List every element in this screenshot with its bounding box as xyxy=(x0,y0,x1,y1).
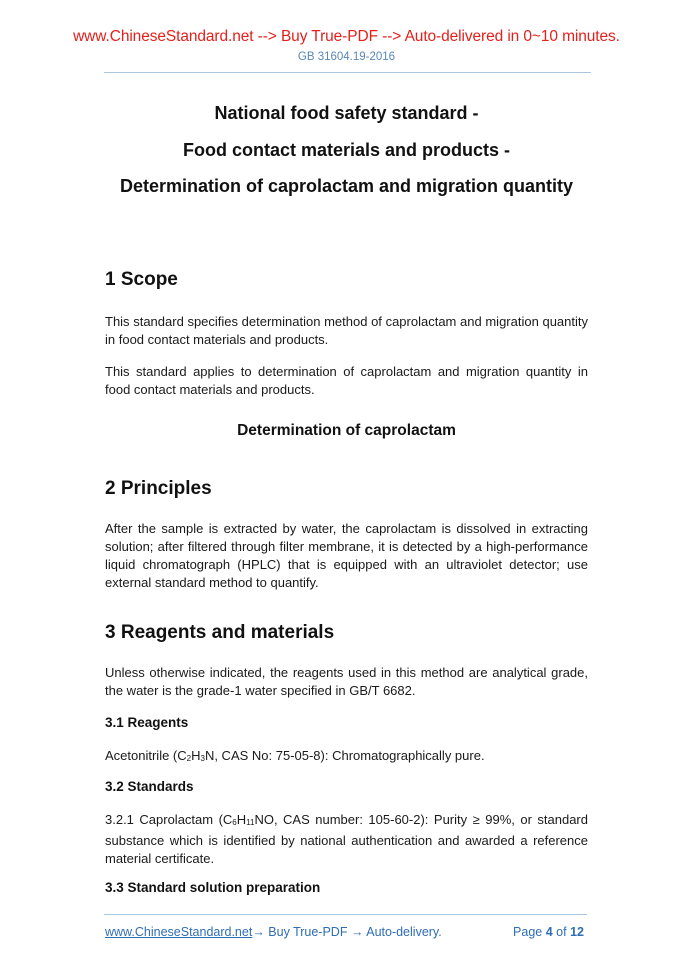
section-heading-principles: 2 Principles xyxy=(105,478,212,499)
footer-promo-text: → Buy True-PDF → Auto-delivery. xyxy=(252,925,442,939)
title-line-1: National food safety standard - xyxy=(214,103,479,123)
page-footer xyxy=(105,925,588,939)
reagents-acetonitrile: Acetonitrile ($C_2H_3N$, CAS No: 75-05-8): Chromatographically pure. xyxy=(105,748,485,763)
reagents-paragraph: Unless otherwise indicated, the reagents used in this method are analytical grade, the water is the grade-1 water specified in GB/T 6682. xyxy=(105,665,588,698)
section-heading-reagents: 3 Reagents and materials xyxy=(105,622,335,643)
document-code: GB 31604.19-2016 xyxy=(297,51,396,63)
subsection-heading-3-2: 3.2 Standards xyxy=(105,779,194,794)
header-divider xyxy=(104,72,591,73)
page-indicator: Page 4 of 12 xyxy=(513,925,584,939)
standards-caprolactam: 3.2.1 Caprolactam ($C_6H_{11}NO$, CAS number: 105-60-2): Purity ≥ 99%, or standard substance which is identified by national authentication and awarded a reference material certificate. xyxy=(105,812,588,866)
section-heading-scope: 1 Scope xyxy=(105,269,178,290)
scope-paragraph-2: This standard applies to determination of caprolactam and migration quantity in food contact materials and products. xyxy=(105,364,588,397)
principles-paragraph: After the sample is extracted by water, the caprolactam is dissolved in extracting solution; after filtered through filter membrane, it is detected by a high-performance liquid chromatograph (HPLC) that is equipped with an ultraviolet detector; use external standard method to quantify. xyxy=(105,521,588,590)
title-line-2: Food contact materials and products - xyxy=(182,140,511,160)
subsection-heading-3-1: 3.1 Reagents xyxy=(105,715,189,730)
footer-divider xyxy=(104,914,587,915)
subtitle-determination: Determination of caprolactam xyxy=(237,422,456,439)
scope-paragraph-1: This standard specifies determination method of caprolactam and migration quantity in food contact materials and products. xyxy=(105,314,588,347)
subsection-heading-3-3: 3.3 Standard solution preparation xyxy=(105,880,321,895)
title-line-3: Determination of caprolactam and migration quantity xyxy=(119,176,574,196)
footer-site-link[interactable]: www.ChineseStandard.net xyxy=(105,925,253,939)
promo-banner[interactable]: www.ChineseStandard.net --> Buy True-PDF --> Auto-delivered in 0~10 minutes. xyxy=(73,28,620,45)
